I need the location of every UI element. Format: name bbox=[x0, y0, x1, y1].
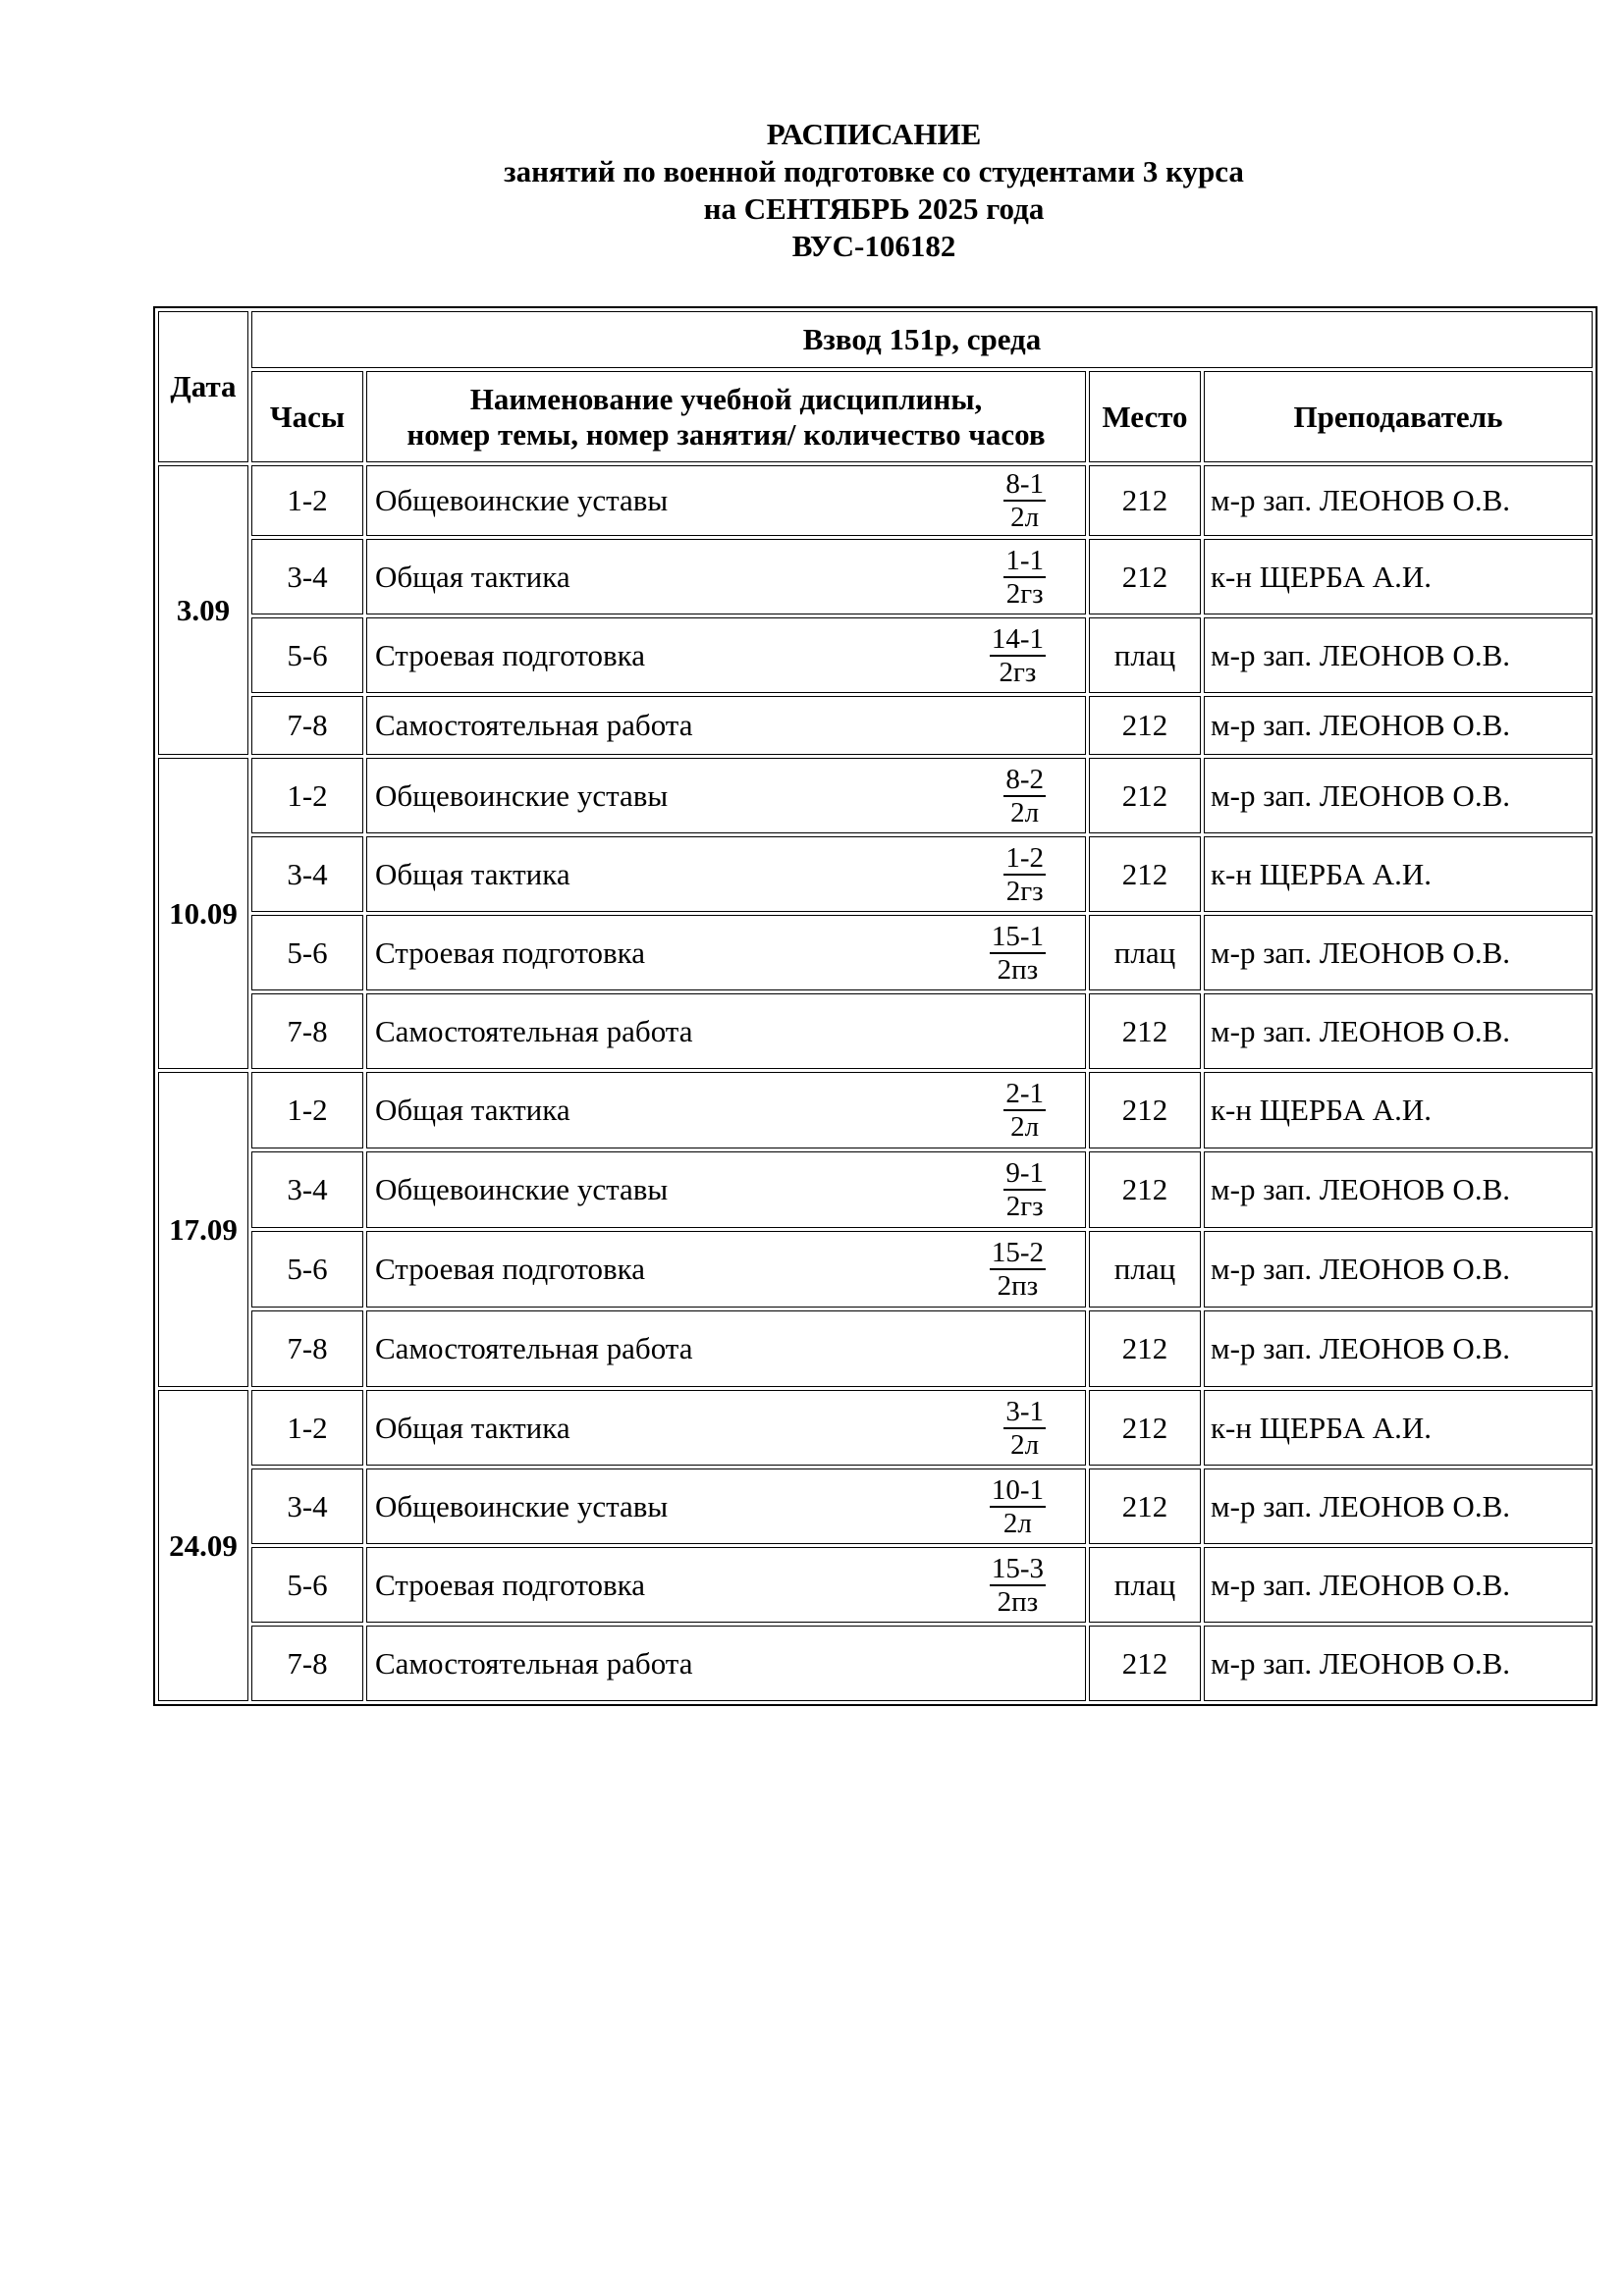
discipline-name: Самостоятельная работа bbox=[375, 1645, 693, 1681]
lesson-code bbox=[990, 1553, 1046, 1618]
lesson-number: 8-2 bbox=[1005, 763, 1044, 795]
date-cell: 10.09 bbox=[158, 758, 248, 1069]
lesson-hours-type: 2гз bbox=[1005, 577, 1044, 610]
lesson-hours-type: 2пз bbox=[997, 1270, 1039, 1302]
schedule-table bbox=[153, 306, 1597, 1706]
header-discipline-line-2: номер темы, номер занятия/ количество часов bbox=[406, 416, 1046, 452]
place-cell: плац bbox=[1089, 915, 1201, 990]
lesson-code bbox=[1003, 764, 1046, 828]
discipline-cell bbox=[366, 915, 1086, 990]
teacher-cell: м-р зап. ЛЕОНОВ О.В. bbox=[1204, 758, 1593, 833]
discipline-cell bbox=[366, 539, 1086, 614]
discipline-name: Общая тактика bbox=[375, 559, 570, 594]
table-row bbox=[158, 1547, 1593, 1623]
discipline-name: Общая тактика bbox=[375, 1410, 570, 1445]
place-cell: плац bbox=[1089, 1547, 1201, 1623]
teacher-cell: м-р зап. ЛЕОНОВ О.В. bbox=[1204, 1626, 1593, 1701]
discipline-name: Общевоинские уставы bbox=[375, 483, 669, 517]
discipline-cell bbox=[366, 1626, 1086, 1701]
lesson-number: 10-1 bbox=[991, 1473, 1044, 1506]
lesson-number: 15-3 bbox=[991, 1552, 1044, 1584]
lesson-hours-type: 2л bbox=[1010, 796, 1040, 828]
lesson-code bbox=[990, 1474, 1046, 1539]
date-cell: 3.09 bbox=[158, 465, 248, 755]
header-platoon: Взвод 151р, среда bbox=[251, 311, 1593, 368]
teacher-cell: м-р зап. ЛЕОНОВ О.В. bbox=[1204, 1547, 1593, 1623]
hours-cell: 5-6 bbox=[251, 1231, 363, 1308]
teacher-cell: м-р зап. ЛЕОНОВ О.В. bbox=[1204, 993, 1593, 1069]
place-cell: 212 bbox=[1089, 758, 1201, 833]
teacher-cell: к-н ЩЕРБА А.И. bbox=[1204, 836, 1593, 912]
discipline-cell bbox=[366, 617, 1086, 693]
lesson-hours-type: 2л bbox=[1002, 1507, 1032, 1539]
lesson-number: 3-1 bbox=[1005, 1395, 1044, 1427]
hours-cell: 3-4 bbox=[251, 1468, 363, 1544]
lesson-number: 14-1 bbox=[991, 622, 1044, 655]
lesson-hours-type: 2гз bbox=[999, 656, 1037, 688]
teacher-cell: к-н ЩЕРБА А.И. bbox=[1204, 1072, 1593, 1148]
hours-cell: 3-4 bbox=[251, 836, 363, 912]
discipline-name: Общая тактика bbox=[375, 1093, 570, 1127]
table-row bbox=[158, 1072, 1593, 1148]
lesson-code bbox=[1003, 842, 1046, 907]
place-cell: 212 bbox=[1089, 1468, 1201, 1544]
discipline-cell bbox=[366, 1468, 1086, 1544]
table-row bbox=[158, 539, 1593, 614]
teacher-cell: м-р зап. ЛЕОНОВ О.В. bbox=[1204, 696, 1593, 755]
table-row bbox=[158, 1390, 1593, 1466]
place-cell: 212 bbox=[1089, 1151, 1201, 1228]
table-row bbox=[158, 1468, 1593, 1544]
title-line-4: ВУС-106182 bbox=[791, 229, 956, 263]
header-date: Дата bbox=[158, 311, 248, 462]
teacher-cell: м-р зап. ЛЕОНОВ О.В. bbox=[1204, 1231, 1593, 1308]
hours-cell: 1-2 bbox=[251, 758, 363, 833]
table-row bbox=[158, 836, 1593, 912]
place-cell: 212 bbox=[1089, 1626, 1201, 1701]
document-title bbox=[0, 116, 1624, 265]
lesson-hours-type: 2гз bbox=[1005, 1191, 1044, 1222]
header-place: Место bbox=[1089, 371, 1201, 462]
lesson-hours-type: 2пз bbox=[997, 1585, 1039, 1618]
teacher-cell: м-р зап. ЛЕОНОВ О.В. bbox=[1204, 1468, 1593, 1544]
title-line-3: на СЕНТЯБРЬ 2025 года bbox=[703, 191, 1045, 226]
discipline-cell bbox=[366, 836, 1086, 912]
hours-cell: 1-2 bbox=[251, 465, 363, 536]
header-hours: Часы bbox=[251, 371, 363, 462]
discipline-name: Общая тактика bbox=[375, 856, 570, 891]
lesson-code bbox=[990, 1237, 1046, 1302]
hours-cell: 7-8 bbox=[251, 696, 363, 755]
hours-cell: 5-6 bbox=[251, 915, 363, 990]
lesson-hours-type: 2л bbox=[1010, 1111, 1040, 1143]
table-row bbox=[158, 758, 1593, 833]
lesson-code bbox=[1003, 1078, 1046, 1143]
lesson-code bbox=[1003, 1157, 1046, 1222]
discipline-name: Самостоятельная работа bbox=[375, 1331, 693, 1365]
table-row bbox=[158, 993, 1593, 1069]
discipline-name: Самостоятельная работа bbox=[375, 1013, 693, 1048]
hours-cell: 5-6 bbox=[251, 617, 363, 693]
table-row bbox=[158, 915, 1593, 990]
schedule-body bbox=[158, 465, 1593, 1701]
teacher-cell: м-р зап. ЛЕОНОВ О.В. bbox=[1204, 617, 1593, 693]
lesson-number: 2-1 bbox=[1005, 1078, 1044, 1109]
lesson-code bbox=[1003, 545, 1046, 610]
table-row bbox=[158, 1231, 1593, 1308]
hours-cell: 1-2 bbox=[251, 1072, 363, 1148]
teacher-cell: м-р зап. ЛЕОНОВ О.В. bbox=[1204, 465, 1593, 536]
place-cell: 212 bbox=[1089, 539, 1201, 614]
discipline-name: Строевая подготовка bbox=[375, 1252, 645, 1286]
lesson-number: 1-2 bbox=[1005, 841, 1044, 874]
discipline-name: Общевоинские уставы bbox=[375, 1172, 669, 1206]
lesson-number: 15-1 bbox=[991, 920, 1044, 952]
place-cell: 212 bbox=[1089, 993, 1201, 1069]
header-discipline-line-1: Наименование учебной дисциплины, bbox=[469, 381, 983, 416]
table-row bbox=[158, 465, 1593, 536]
header-discipline bbox=[366, 371, 1086, 462]
lesson-hours-type: 2пз bbox=[997, 953, 1039, 986]
lesson-hours-type: 2л bbox=[1010, 1428, 1040, 1461]
table-row bbox=[158, 1310, 1593, 1387]
hours-cell: 3-4 bbox=[251, 539, 363, 614]
lesson-code bbox=[990, 623, 1046, 688]
place-cell: 212 bbox=[1089, 836, 1201, 912]
title-line-1: РАСПИСАНИЕ bbox=[766, 117, 982, 151]
date-cell: 17.09 bbox=[158, 1072, 248, 1387]
discipline-name: Строевая подготовка bbox=[375, 934, 645, 970]
discipline-cell bbox=[366, 1072, 1086, 1148]
place-cell: 212 bbox=[1089, 1390, 1201, 1466]
lesson-code bbox=[990, 921, 1046, 986]
place-cell: 212 bbox=[1089, 465, 1201, 536]
place-cell: 212 bbox=[1089, 1072, 1201, 1148]
discipline-cell bbox=[366, 1231, 1086, 1308]
teacher-cell: м-р зап. ЛЕОНОВ О.В. bbox=[1204, 1151, 1593, 1228]
discipline-cell bbox=[366, 1547, 1086, 1623]
date-cell: 24.09 bbox=[158, 1390, 248, 1701]
lesson-hours-type: 2гз bbox=[1005, 875, 1044, 907]
lesson-number: 9-1 bbox=[1005, 1157, 1044, 1189]
table-row bbox=[158, 696, 1593, 755]
title-line-2: занятий по военной подготовке со студентами 3 курса bbox=[504, 154, 1244, 188]
discipline-cell bbox=[366, 696, 1086, 755]
discipline-cell bbox=[366, 1310, 1086, 1387]
lesson-number: 8-1 bbox=[1005, 468, 1044, 500]
hours-cell: 7-8 bbox=[251, 1626, 363, 1701]
discipline-name: Строевая подготовка bbox=[375, 637, 645, 672]
teacher-cell: м-р зап. ЛЕОНОВ О.В. bbox=[1204, 915, 1593, 990]
lesson-number: 1-1 bbox=[1005, 544, 1044, 576]
teacher-cell: к-н ЩЕРБА А.И. bbox=[1204, 1390, 1593, 1466]
discipline-cell bbox=[366, 758, 1086, 833]
discipline-name: Общевоинские уставы bbox=[375, 777, 669, 813]
table-row bbox=[158, 617, 1593, 693]
table-row bbox=[158, 1151, 1593, 1228]
discipline-cell bbox=[366, 1151, 1086, 1228]
hours-cell: 7-8 bbox=[251, 1310, 363, 1387]
teacher-cell: к-н ЩЕРБА А.И. bbox=[1204, 539, 1593, 614]
hours-cell: 1-2 bbox=[251, 1390, 363, 1466]
hours-cell: 3-4 bbox=[251, 1151, 363, 1228]
discipline-name: Общевоинские уставы bbox=[375, 1488, 669, 1523]
lesson-number: 15-2 bbox=[991, 1237, 1044, 1268]
place-cell: 212 bbox=[1089, 1310, 1201, 1387]
place-cell: 212 bbox=[1089, 696, 1201, 755]
discipline-cell bbox=[366, 465, 1086, 536]
header-teacher: Преподаватель bbox=[1204, 371, 1593, 462]
hours-cell: 7-8 bbox=[251, 993, 363, 1069]
discipline-name: Самостоятельная работа bbox=[375, 708, 693, 742]
hours-cell: 5-6 bbox=[251, 1547, 363, 1623]
discipline-name: Строевая подготовка bbox=[375, 1567, 645, 1602]
lesson-code bbox=[1003, 1396, 1046, 1461]
table-row bbox=[158, 1626, 1593, 1701]
place-cell: плац bbox=[1089, 617, 1201, 693]
discipline-cell bbox=[366, 1390, 1086, 1466]
lesson-hours-type: 2л bbox=[1010, 502, 1040, 533]
place-cell: плац bbox=[1089, 1231, 1201, 1308]
teacher-cell: м-р зап. ЛЕОНОВ О.В. bbox=[1204, 1310, 1593, 1387]
lesson-code bbox=[1003, 468, 1046, 533]
discipline-cell bbox=[366, 993, 1086, 1069]
